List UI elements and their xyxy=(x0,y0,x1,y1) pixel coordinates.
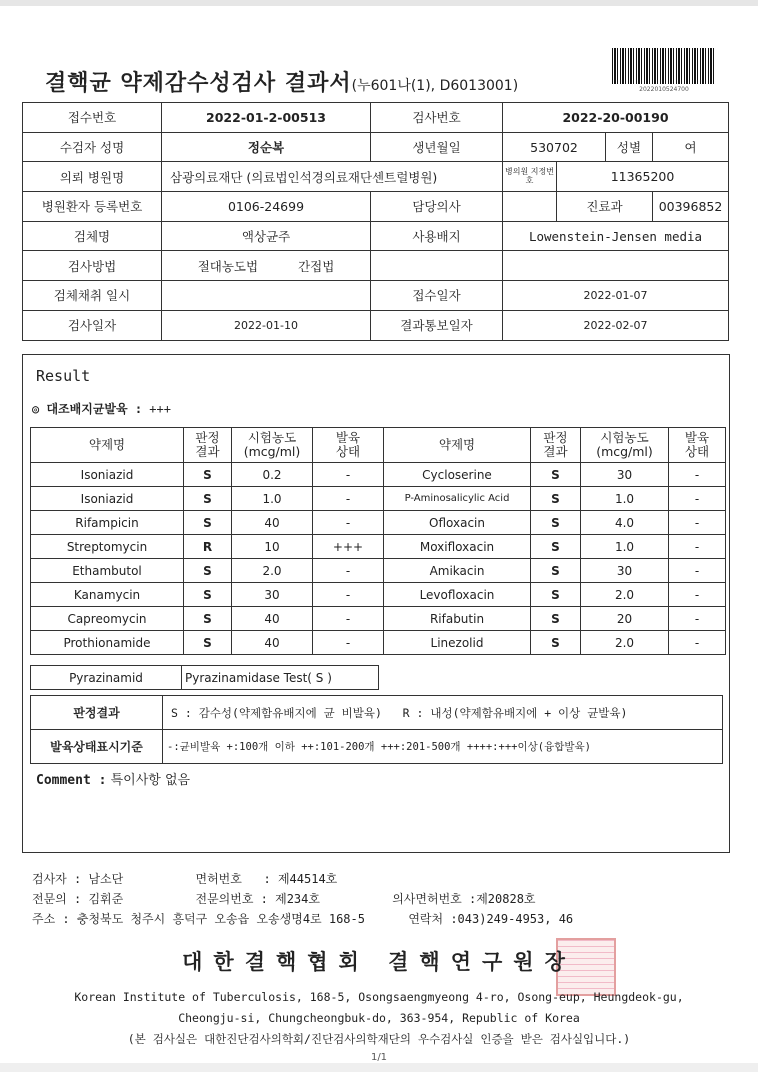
interpretation: S xyxy=(531,535,581,559)
growth: - xyxy=(669,583,726,607)
drug-name: Isoniazid xyxy=(31,463,184,487)
empty xyxy=(503,251,729,281)
criteria-text: S : 감수성(약제함유배지에 균 비발육) R : 내성(약제함유배지에 + 이상 균발육) xyxy=(163,696,723,730)
interpretation: S xyxy=(531,559,581,583)
empty xyxy=(371,251,503,281)
drug-name: Rifampicin xyxy=(31,511,184,535)
patient-name: 정순복 xyxy=(162,132,371,162)
drug-name: Streptomycin xyxy=(31,535,184,559)
label: 검체명 xyxy=(23,221,162,251)
drug-table xyxy=(30,427,726,655)
result-heading: Result xyxy=(36,367,91,385)
drug-name: Prothionamide xyxy=(31,631,184,655)
birth: 530702 xyxy=(503,132,606,162)
footer-inspector: 검사자 : 남소단 면허번호 : 제44514호 xyxy=(32,872,338,886)
control-value: +++ xyxy=(149,402,171,416)
medium: Lowenstein-Jensen media xyxy=(503,221,729,251)
concentration: 4.0 xyxy=(581,511,669,535)
concentration: 30 xyxy=(581,463,669,487)
label: 검사번호 xyxy=(371,103,503,133)
interpretation: S xyxy=(531,487,581,511)
concentration: 40 xyxy=(232,607,313,631)
concentration: 2.0 xyxy=(581,631,669,655)
growth: - xyxy=(669,463,726,487)
drug-name: Capreomycin xyxy=(31,607,184,631)
concentration: 40 xyxy=(232,631,313,655)
comment-value: 특이사항 없음 xyxy=(110,773,191,788)
label: 담당의사 xyxy=(371,192,503,222)
growth: - xyxy=(669,535,726,559)
label: 진료과 xyxy=(557,192,653,222)
viewer-bottom-bar xyxy=(0,1063,758,1072)
concentration: 40 xyxy=(232,511,313,535)
specimen: 액상균주 xyxy=(162,221,371,251)
column-header: 판정 결과 xyxy=(531,428,581,463)
criteria-table xyxy=(30,695,723,764)
comment xyxy=(36,769,190,788)
concentration: 1.0 xyxy=(232,487,313,511)
title-main: 결핵균 약제감수성검사 결과서 xyxy=(45,71,352,96)
interpretation: S xyxy=(184,463,232,487)
label: 결과통보일자 xyxy=(371,310,503,340)
footer-specialist: 전문의 : 김휘준 전문의번호 : 제234호 의사면허번호 :제20828호 xyxy=(32,892,536,906)
pza-label: Pyrazinamid xyxy=(31,666,182,690)
barcode xyxy=(612,48,716,84)
test-date: 2022-01-10 xyxy=(162,310,371,340)
drug-name: Isoniazid xyxy=(31,487,184,511)
hospital-id: 11365200 xyxy=(557,162,729,192)
report-date: 2022-02-07 xyxy=(503,310,729,340)
table-row xyxy=(31,487,726,511)
label: 사용배지 xyxy=(371,221,503,251)
doctor xyxy=(503,192,557,222)
concentration: 1.0 xyxy=(581,487,669,511)
growth-label: 발육상태표시기준 xyxy=(31,730,163,764)
patient-no: 0106-24699 xyxy=(162,192,371,222)
table-row xyxy=(31,559,726,583)
control-label: ◎ 대조배지균발육 : xyxy=(32,402,143,416)
growth: - xyxy=(313,607,384,631)
drug-name: Ofloxacin xyxy=(384,511,531,535)
dept: 00396852 xyxy=(653,192,729,222)
concentration: 30 xyxy=(232,583,313,607)
column-header: 판정 결과 xyxy=(184,428,232,463)
label: 의뢰 병원명 xyxy=(23,162,162,192)
hospital-id-label: 병의원 지정번호 xyxy=(503,162,557,192)
concentration: 0.2 xyxy=(232,463,313,487)
growth: - xyxy=(313,583,384,607)
criteria-label: 판정결과 xyxy=(31,696,163,730)
drug-name: Ethambutol xyxy=(31,559,184,583)
label: 생년월일 xyxy=(371,132,503,162)
barcode-number: 2022010524700 xyxy=(639,86,689,93)
interpretation: R xyxy=(184,535,232,559)
pza-value: Pyrazinamidase Test( S ) xyxy=(182,666,379,690)
table-row xyxy=(31,535,726,559)
interpretation: S xyxy=(184,631,232,655)
table-row xyxy=(31,583,726,607)
control-growth xyxy=(32,400,171,417)
organization-name: 대한결핵협회 결핵연구원장 xyxy=(182,950,576,974)
test-no: 2022-20-00190 xyxy=(503,103,729,133)
label: 병원환자 등록번호 xyxy=(23,192,162,222)
growth: - xyxy=(669,487,726,511)
growth-text: -:균비발육 +:100개 이하 ++:101-200개 +++:201-500개 ++++:+++이상(융합발육) xyxy=(163,730,723,764)
label: 성별 xyxy=(606,132,653,162)
interpretation: S xyxy=(184,607,232,631)
table-row xyxy=(31,607,726,631)
sex: 여 xyxy=(653,132,729,162)
drug-name: Amikacin xyxy=(384,559,531,583)
growth: - xyxy=(313,487,384,511)
interpretation: S xyxy=(531,631,581,655)
received-date: 2022-01-07 xyxy=(503,281,729,311)
drug-name: Kanamycin xyxy=(31,583,184,607)
growth: +++ xyxy=(313,535,384,559)
label: 수검자 성명 xyxy=(23,132,162,162)
certification-note: (본 검사실은 대한진단검사의학회/진단검사의학재단의 우수검사실 인증을 받은 검사실입니다.) xyxy=(127,1032,631,1046)
label: 접수번호 xyxy=(23,103,162,133)
interpretation: S xyxy=(184,583,232,607)
patient-info-table xyxy=(22,102,729,341)
column-header: 발육 상태 xyxy=(313,428,384,463)
pyrazinamid-table xyxy=(30,665,379,690)
drug-name: Cycloserine xyxy=(384,463,531,487)
growth: - xyxy=(313,463,384,487)
viewer-top-bar xyxy=(0,0,758,6)
interpretation: S xyxy=(184,559,232,583)
receipt-no: 2022-01-2-00513 xyxy=(162,103,371,133)
column-header: 시험농도 (mcg/ml) xyxy=(232,428,313,463)
table-row xyxy=(31,463,726,487)
drug-name: Rifabutin xyxy=(384,607,531,631)
drug-name: Moxifloxacin xyxy=(384,535,531,559)
growth: - xyxy=(669,631,726,655)
concentration: 2.0 xyxy=(232,559,313,583)
table-row xyxy=(31,511,726,535)
document-title xyxy=(45,66,518,97)
column-header: 약제명 xyxy=(31,428,184,463)
concentration: 10 xyxy=(232,535,313,559)
interpretation: S xyxy=(184,487,232,511)
interpretation: S xyxy=(531,607,581,631)
method-absolute: 절대농도법 xyxy=(197,258,259,274)
method-indirect: 간접법 xyxy=(298,258,335,274)
interpretation: S xyxy=(531,463,581,487)
interpretation: S xyxy=(184,511,232,535)
label: 접수일자 xyxy=(371,281,503,311)
comment-label: Comment : xyxy=(36,773,107,788)
concentration: 2.0 xyxy=(581,583,669,607)
title-code: (누601나(1), D6013001) xyxy=(351,78,519,94)
drug-name: P-Aminosalicylic Acid xyxy=(384,487,531,511)
hospital: 삼광의료재단 (의료법인석경의료재단센트럴병원) xyxy=(162,162,503,192)
label: 검체채취 일시 xyxy=(23,281,162,311)
interpretation: S xyxy=(531,511,581,535)
concentration: 30 xyxy=(581,559,669,583)
table-row xyxy=(31,631,726,655)
english-address-2: Cheongju-si, Chungcheongbuk-do, 363-954, Republic of Korea xyxy=(178,1011,580,1025)
footer-address: 주소 : 충청북도 청주시 흥덕구 오송읍 오송생명4로 168-5 연락처 :043)249-4953, 46 xyxy=(32,912,574,926)
column-header: 시험농도 (mcg/ml) xyxy=(581,428,669,463)
growth: - xyxy=(313,631,384,655)
growth: - xyxy=(313,559,384,583)
drug-name: Linezolid xyxy=(384,631,531,655)
interpretation: S xyxy=(531,583,581,607)
drug-name: Levofloxacin xyxy=(384,583,531,607)
label: 검사방법 xyxy=(23,251,162,281)
method xyxy=(162,251,371,281)
growth: - xyxy=(669,559,726,583)
page-number: 1/1 xyxy=(370,1052,388,1063)
growth: - xyxy=(313,511,384,535)
concentration: 1.0 xyxy=(581,535,669,559)
collect-date xyxy=(162,281,371,311)
column-header: 약제명 xyxy=(384,428,531,463)
label: 검사일자 xyxy=(23,310,162,340)
growth: - xyxy=(669,511,726,535)
english-address-1: Korean Institute of Tuberculosis, 168-5, Osongsaengmyeong 4-ro, Osong-eup, Heungdeok-gu, xyxy=(74,990,684,1004)
concentration: 20 xyxy=(581,607,669,631)
column-header: 발육 상태 xyxy=(669,428,726,463)
growth: - xyxy=(669,607,726,631)
